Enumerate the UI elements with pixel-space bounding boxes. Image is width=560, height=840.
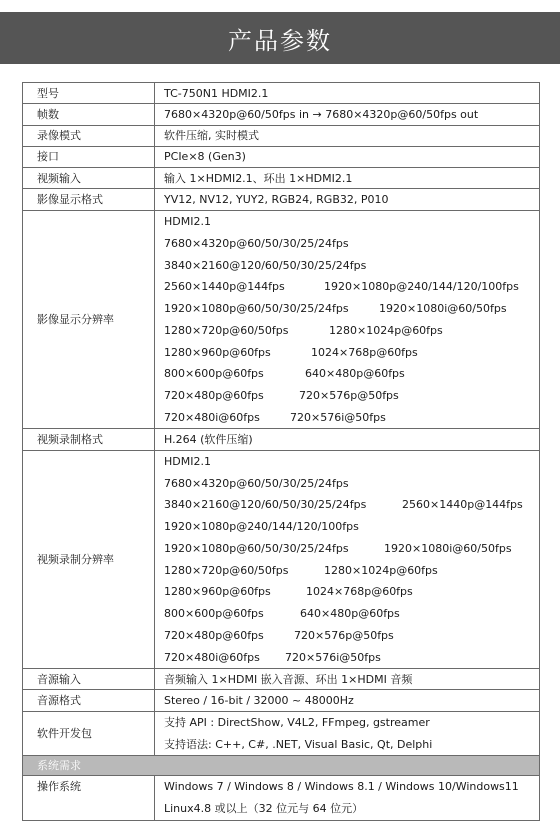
spec-value: 输入 1×HDMI2.1、环出 1×HDMI2.1 <box>155 168 540 189</box>
resolution-item: 1280×1024p@60fps <box>329 323 443 337</box>
spec-row-record-resolution <box>23 450 540 669</box>
spec-row-audio-format <box>23 690 540 711</box>
spec-row-framerate <box>23 104 540 125</box>
spec-row-audio-input <box>23 669 540 690</box>
resolution-item: 1024×768p@60fps <box>306 585 413 599</box>
spec-label: 接口 <box>23 146 155 167</box>
spec-label: 视频录制格式 <box>23 429 155 450</box>
page-title: 产品参数 <box>228 26 332 55</box>
sdk-item: 支持 API : DirectShow, V4L2, FFmpeg, gstreamer <box>164 715 430 729</box>
spec-value: H.264 (软件压缩) <box>155 429 540 450</box>
resolution-item: 1920×1080p@240/144/120/100fps <box>164 520 359 534</box>
resolution-item: 640×480p@60fps <box>305 367 405 381</box>
resolution-item: 800×600p@60fps <box>164 367 264 381</box>
resolution-item: 1920×1080i@60/50fps <box>379 302 507 316</box>
spec-label: 帧数 <box>23 104 155 125</box>
spec-label: 影像显示格式 <box>23 189 155 210</box>
sdk-line <box>164 712 539 734</box>
spec-value-list <box>155 450 540 669</box>
resolution-line <box>164 341 539 363</box>
spec-row-video-input <box>23 168 540 189</box>
resolution-item: 1280×720p@60/50fps <box>164 563 289 577</box>
os-item: Linux4.8 或以上（32 位元与 64 位元） <box>164 802 364 816</box>
spec-label: 软件开发包 <box>23 711 155 756</box>
resolution-item: 2560×1440p@144fps <box>402 498 523 512</box>
resolution-line <box>164 603 539 625</box>
resolution-item: 640×480p@60fps <box>300 607 400 621</box>
resolution-item: 3840×2160@120/60/50/30/25/24fps <box>164 498 367 512</box>
resolution-line <box>164 363 539 385</box>
spec-value: 音频输入 1×HDMI 嵌入音源、环出 1×HDMI 音频 <box>155 669 540 690</box>
section-header-system <box>23 756 540 776</box>
spec-row-display-resolution <box>23 210 540 429</box>
sdk-item: 支持语法: C++, C#, .NET, Visual Basic, Qt, Delphi <box>164 737 433 751</box>
resolution-line <box>164 298 539 320</box>
resolution-item: 1920×1080i@60/50fps <box>384 541 512 555</box>
spec-row-model <box>23 83 540 104</box>
resolution-item: 7680×4320p@60/50/30/25/24fps <box>164 236 349 250</box>
os-line <box>164 776 539 798</box>
resolution-item: 720×480i@60fps <box>164 650 260 664</box>
resolution-item: 720×576i@50fps <box>285 650 381 664</box>
resolution-item: 1280×720p@60/50fps <box>164 323 289 337</box>
resolution-line <box>164 538 539 560</box>
sdk-line <box>164 733 539 755</box>
resolution-item: 1920×1080p@240/144/120/100fps <box>324 280 519 294</box>
spec-table <box>22 82 540 821</box>
resolution-item: 7680×4320p@60/50/30/25/24fps <box>164 476 349 490</box>
spec-label: 视频输入 <box>23 168 155 189</box>
resolution-line <box>164 254 539 276</box>
spec-value: Stereo / 16-bit / 32000 ~ 48000Hz <box>155 690 540 711</box>
spec-row-os <box>23 776 540 821</box>
resolution-item: 1280×1024p@60fps <box>324 563 438 577</box>
resolution-line <box>164 276 539 298</box>
resolution-line <box>164 581 539 603</box>
spec-value: PCIe×8 (Gen3) <box>155 146 540 167</box>
resolution-item: 800×600p@60fps <box>164 607 264 621</box>
resolution-line <box>164 407 539 429</box>
resolution-line <box>164 516 539 538</box>
os-line <box>164 798 539 820</box>
spec-value: 7680×4320p@60/50fps in → 7680×4320p@60/50fps out <box>155 104 540 125</box>
spec-label: 影像显示分辨率 <box>23 210 155 429</box>
spec-label: 录像模式 <box>23 125 155 146</box>
resolution-item: 720×480p@60fps <box>164 628 264 642</box>
os-item: Windows 7 / Windows 8 / Windows 8.1 / Windows 10/Windows11 <box>164 780 519 794</box>
resolution-line <box>164 472 539 494</box>
resolution-line <box>164 625 539 647</box>
spec-value-list <box>155 711 540 756</box>
resolution-item: 1920×1080p@60/50/30/25/24fps <box>164 302 349 316</box>
resolution-item: 1280×960p@60fps <box>164 585 271 599</box>
spec-value: 软件压缩, 实时模式 <box>155 125 540 146</box>
spec-label: 型号 <box>23 83 155 104</box>
resolution-item: 1280×960p@60fps <box>164 345 271 359</box>
resolution-item: HDMI2.1 <box>164 454 211 468</box>
page-header <box>0 12 560 64</box>
spec-label: 操作系统 <box>23 776 155 821</box>
resolution-item: 720×576p@50fps <box>299 389 399 403</box>
spec-row-record-format <box>23 429 540 450</box>
spec-label: 视频录制分辨率 <box>23 450 155 669</box>
resolution-item: 720×480p@60fps <box>164 389 264 403</box>
spec-value: YV12, NV12, YUY2, RGB24, RGB32, P010 <box>155 189 540 210</box>
resolution-line <box>164 494 539 516</box>
resolution-line <box>164 320 539 342</box>
resolution-item: 720×480i@60fps <box>164 410 260 424</box>
spec-row-sdk <box>23 711 540 756</box>
spec-row-record-mode <box>23 125 540 146</box>
resolution-item: 1024×768p@60fps <box>311 345 418 359</box>
spec-label: 音源格式 <box>23 690 155 711</box>
resolution-line <box>164 233 539 255</box>
resolution-line <box>164 559 539 581</box>
spec-label: 音源输入 <box>23 669 155 690</box>
resolution-line <box>164 451 539 473</box>
resolution-line <box>164 646 539 668</box>
resolution-item: 3840×2160@120/60/50/30/25/24fps <box>164 258 367 272</box>
resolution-item: 2560×1440p@144fps <box>164 280 285 294</box>
spec-value: TC-750N1 HDMI2.1 <box>155 83 540 104</box>
resolution-item: HDMI2.1 <box>164 215 211 229</box>
spec-value-list <box>155 210 540 429</box>
resolution-item: 720×576i@50fps <box>290 410 386 424</box>
resolution-line <box>164 385 539 407</box>
resolution-item: 720×576p@50fps <box>294 628 394 642</box>
spec-row-display-format <box>23 189 540 210</box>
section-title: 系统需求 <box>23 756 540 776</box>
resolution-line <box>164 211 539 233</box>
resolution-item: 1920×1080p@60/50/30/25/24fps <box>164 541 349 555</box>
spec-row-interface <box>23 146 540 167</box>
spec-value-list <box>155 776 540 821</box>
